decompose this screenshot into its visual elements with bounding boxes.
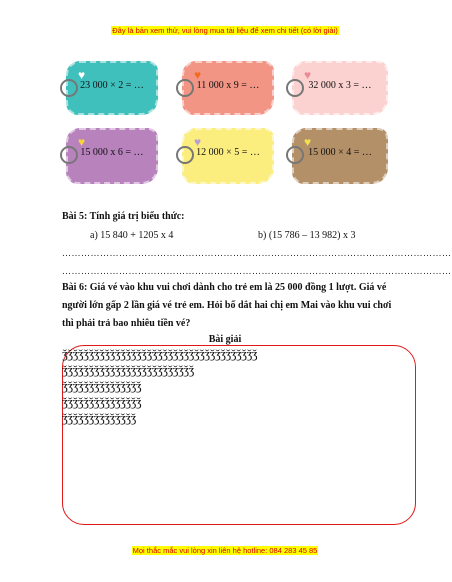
tag-expression: 12 000 × 5 = … — [196, 147, 260, 158]
tag-card-1 — [66, 61, 158, 115]
tag-card-3 — [292, 61, 388, 115]
heart-icon: ♥ — [78, 135, 86, 149]
heart-icon: ♥ — [304, 135, 312, 149]
exercise-6-line-2: người lớn gấp 2 lần giá vé trẻ em. Hỏi bố dắt hai chị em Mai vào khu vui chơi — [62, 300, 392, 311]
tag-expression: 15 000 x 6 = … — [80, 147, 144, 158]
exercise-6-line-1: Bài 6: Giá vé vào khu vui chơi dành cho trẻ em là 25 000 đồng 1 lượt. Giá vé — [62, 282, 387, 293]
answer-writing-line-2: ǯǯǯǯǯǯǯǯǯǯǯǯǯǯǯǯǯǯǯǯǯǯǯǯǯ — [62, 362, 194, 377]
exercise-5-part-a: a) 15 840 + 1205 x 4 — [90, 230, 174, 241]
tag-card-6 — [292, 128, 388, 184]
tag-expression: 11 000 x 9 = … — [196, 80, 260, 91]
answer-dotted-line-2: …………………………………………………………………………………………………………… — [62, 266, 452, 276]
answer-writing-line-1: ǯǯǯǯǯǯǯǯǯǯǯǯǯǯǯǯǯǯǯǯǯǯǯǯǯǯǯǯǯǯǯǯǯǯǯǯǯ — [62, 346, 257, 361]
heart-icon: ♥ — [194, 135, 202, 149]
answer-writing-line-3: ǯǯǯǯǯǯǯǯǯǯǯǯǯǯǯ — [62, 378, 142, 393]
heart-icon: ♥ — [304, 68, 312, 82]
answer-writing-line-4: ǯǯǯǯǯǯǯǯǯǯǯǯǯǯǯ — [62, 394, 142, 409]
answer-dotted-line-1: …………………………………………………………………………………………………………… — [62, 248, 452, 258]
answer-writing-line-5: ǯǯǯǯǯǯǯǯǯǯǯǯǯǯ — [62, 410, 136, 425]
exercise-5-title: Bài 5: Tính giá trị biểu thức: — [62, 211, 185, 222]
preview-banner: Đây là bản xem thử, vui lòng mua tài liệu để xem chi tiết (có lời giải) — [112, 26, 338, 35]
tag-expression: 15 000 × 4 = … — [308, 147, 372, 158]
exercise-6-line-3: thì phải trả bao nhiêu tiền vé? — [62, 318, 191, 329]
tag-expression: 23 000 × 2 = … — [80, 80, 144, 91]
heart-icon: ♥ — [194, 68, 202, 82]
exercise-5-part-b: b) (15 786 – 13 982) x 3 — [258, 230, 356, 241]
tag-card-4 — [66, 128, 158, 184]
tag-expression: 32 000 x 3 = … — [308, 80, 372, 91]
tag-card-5 — [182, 128, 274, 184]
heart-icon: ♥ — [78, 68, 86, 82]
tag-card-2 — [182, 61, 274, 115]
contact-footer: Mọi thắc mắc vui lòng xin liên hệ hotline: 084 283 45 85 — [132, 546, 318, 555]
answer-title: Bài giải — [208, 334, 242, 345]
